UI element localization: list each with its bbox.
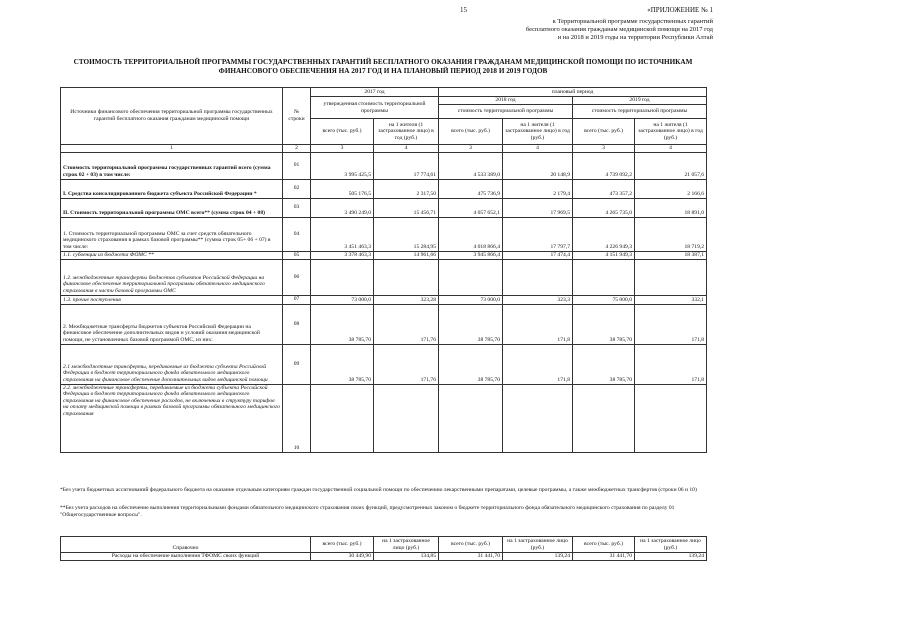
column-number: 4 (503, 145, 573, 153)
header-total: всего (тыс. руб.) (573, 537, 635, 553)
cell-value (573, 384, 635, 452)
row-number: 03 (283, 198, 311, 217)
table-row (61, 304, 707, 344)
table-row (61, 198, 707, 217)
cell-value: 473 357,2 (573, 179, 635, 198)
footnote-1: *Без учета бюджетных ассигнований федерального бюджета на оказание отдельным категориям граждан государственной социальной помощи по обеспечению лекарственными препаратами, целевые программы, а также межбюджетных трансфертов (строки 06 и 10) (60, 487, 697, 493)
reference-table (60, 536, 707, 561)
footnote-2: **Без учета расходов на обеспечение выполнения территориальными фондами обязательного медицинского страхования своих функций, предусмотренных законом о бюджете территориального фонда обязательного медицинского страхования по разделу 01 "Общегосударственные вопросы". (60, 505, 675, 518)
appendix-label: «ПРИЛОЖЕНИЕ № 1 (647, 6, 713, 14)
table-row (61, 344, 707, 384)
header-cost-2019: стоимость территориальной программы (573, 105, 707, 119)
cell-value: 3 945 866,4 (439, 251, 503, 259)
row-label: II. Стоимость территориальной программы ОМС всего** (сумма строк 04 + 08) (61, 198, 283, 217)
cell-value: 18 387,1 (635, 251, 707, 259)
cell-value: 38 785,70 (311, 304, 374, 344)
table-row (61, 152, 707, 179)
header-per-capita: на 1 жителя (1 застрахованное лицо) в год (руб.) (374, 119, 439, 145)
cell-value: 17 969,5 (503, 198, 573, 217)
cell-value: 323,28 (374, 295, 439, 304)
table-row (61, 259, 707, 295)
cell-value: 38 785,70 (311, 344, 374, 384)
page-number: 15 (460, 6, 467, 14)
cell-value (311, 384, 374, 452)
cell-value: 3 451 463,3 (311, 217, 374, 251)
table-row (61, 179, 707, 198)
header-per-insured: на 1 застрахованное лицо (руб.) (635, 537, 707, 553)
header-per-insured: на 1 застрахованное лицо (руб.) (374, 537, 439, 553)
cell-value: 15 284,95 (374, 217, 439, 251)
cell-value: 323,3 (503, 295, 573, 304)
cell-value (374, 259, 439, 295)
header-total: всего (тыс. руб.) (311, 119, 374, 145)
row-label: I. Средства консолидированного бюджета субъекта Российской Федерации * (61, 179, 283, 198)
table-row (61, 217, 707, 251)
row-number: 10 (283, 384, 311, 452)
cell-value (635, 259, 707, 295)
cell-value: 21 057,6 (635, 152, 707, 179)
cell-value: 38 785,70 (573, 304, 635, 344)
row-number: 02 (283, 179, 311, 198)
header-per-capita: на 1 жителя (1 застрахованное лицо) в год (руб.) (503, 119, 573, 145)
header-approved-cost: утвержденная стоимость территориальной программы (311, 97, 439, 119)
cell-value: 17 774,61 (374, 152, 439, 179)
header-block (453, 18, 713, 42)
row-number: 06 (283, 259, 311, 295)
cell-value: 505 176,5 (311, 179, 374, 198)
cell-value: 75 000,0 (573, 295, 635, 304)
row-label: 1.2. межбюджетные трансферты бюджетов субъектов Российской Федерации на финансовое обеспечение территориальной программы обязательного медицинского страхования в части базовой программы ОМС (61, 259, 283, 295)
header-2018: 2018 год (439, 97, 573, 105)
cell-value: 3 490 249,0 (311, 198, 374, 217)
header-2017: 2017 год (311, 88, 439, 97)
cell-value: 171,8 (503, 304, 573, 344)
cell-value: 14 961,66 (374, 251, 439, 259)
row-number: 05 (283, 251, 311, 259)
cell-value: 332,1 (635, 295, 707, 304)
cost-table (60, 87, 707, 453)
cell-value: 134,85 (374, 553, 439, 561)
header-source: Источники финансового обеспечения территориальной программы государственных гарантий бесплатного оказания гражданам медицинской помощи (61, 88, 283, 145)
header-per-capita: на 1 жителя (1 застрахованное лицо) в год (руб.) (635, 119, 707, 145)
cell-value: 18 891,0 (635, 198, 707, 217)
column-number: 1 (61, 145, 283, 153)
row-label: 1. Стоимость территориальной программы ОМС за счет средств обязательного медицинского страхования в рамках базовой программы** (сумма строк 05+ 06 + 07) в том числе: (61, 217, 283, 251)
header-row-number: № строки (283, 88, 311, 145)
cell-value (635, 384, 707, 452)
cell-value: 31 441,70 (573, 553, 635, 561)
column-number: 4 (635, 145, 707, 153)
table-row (61, 251, 707, 259)
cell-value: 4 151 949,3 (573, 251, 635, 259)
cell-value: 139,24 (503, 553, 573, 561)
cell-value: 4 226 949,3 (573, 217, 635, 251)
header-plan-period: плановый период (439, 88, 707, 97)
cell-value: 20 148,9 (503, 152, 573, 179)
header-cost-2018: стоимость территориальной программы (439, 105, 573, 119)
cell-value (439, 259, 503, 295)
header-line: к Территориальной программе государственных гарантий (552, 18, 713, 25)
cell-value: 38 785,70 (439, 344, 503, 384)
header-line: и на 2018 и 2019 годы на территории Республики Алтай (557, 34, 713, 41)
cell-value: 18 719,2 (635, 217, 707, 251)
header-2019: 2019 год (573, 97, 707, 105)
header-total: всего (тыс. руб.) (311, 537, 374, 553)
row-label: 2. Межбюджетные трансферты бюджетов субъектов Российской Федерации на финансовое обеспечение дополнительных видов и условий оказания медицинской помощи, не установленных базовой программой ОМС, из них: (61, 304, 283, 344)
row-label: Стоимость территориальной программы государственных гарантий всего (сумма строк 02 + 03) в том числе: (61, 152, 283, 179)
header-line: бесплатного оказания гражданам медицинской помощи на 2017 год (525, 26, 713, 33)
column-number: 2 (283, 145, 311, 153)
cell-value: 38 785,70 (573, 344, 635, 384)
cell-value: 4 533 389,0 (439, 152, 503, 179)
header-total: всего (тыс. руб.) (439, 537, 503, 553)
row-number: 07 (283, 295, 311, 304)
row-label: 2.2. межбюджетные трансферты, передаваемые из бюджета субъекта Российской Федерации в бюджет территориального фонда обязательного медицинского страхования на финансовое обеспечение расходов, не включенных в структуру тарифов на оплату медицинской помощи в рамках базовой программы обязательного медицинского страхования (61, 384, 283, 452)
column-number: 3 (439, 145, 503, 153)
table-row (61, 553, 707, 561)
cell-value: 30 449,90 (311, 553, 374, 561)
cell-value: 73 000,0 (439, 295, 503, 304)
cell-value: 2 317,50 (374, 179, 439, 198)
cell-value: 17 797,7 (503, 217, 573, 251)
cell-value: 15 456,71 (374, 198, 439, 217)
row-number: 09 (283, 344, 311, 384)
cell-value: 139,24 (635, 553, 707, 561)
cell-value: 38 785,70 (439, 304, 503, 344)
cell-value (573, 259, 635, 295)
header-per-insured: на 1 застрахованное лицо (руб.) (503, 537, 573, 553)
cell-value: 2 166,6 (635, 179, 707, 198)
cell-value: 171,76 (374, 344, 439, 384)
cell-value: 4 739 092,2 (573, 152, 635, 179)
row-number: 04 (283, 217, 311, 251)
cell-value (503, 384, 573, 452)
row-label: 1.1. субвенции из бюджета ФОМС ** (61, 251, 283, 259)
header-total: всего (тыс. руб.) (439, 119, 503, 145)
cell-value: 171,76 (374, 304, 439, 344)
cell-value: 4 018 866,4 (439, 217, 503, 251)
cell-value: 3 995 425,5 (311, 152, 374, 179)
row-label: Расходы на обеспечение выполнения ТФОМС своих функций (61, 553, 311, 561)
table-row (61, 384, 707, 452)
row-label: 2.1 межбюджетные трансферты, передаваемые из бюджета субъекта Российской Федерации в бюджет территориального фонда обязательного медицинского страхования на финансовое обеспечение дополнительных видов медицинской помощи (61, 344, 283, 384)
cell-value: 4 057 652,1 (439, 198, 503, 217)
cell-value (503, 259, 573, 295)
row-label: 1.3. прочие поступления (61, 295, 283, 304)
cell-value (311, 259, 374, 295)
cell-value: 73 000,0 (311, 295, 374, 304)
cell-value: 31 441,70 (439, 553, 503, 561)
cell-value: 171,8 (503, 344, 573, 384)
cell-value: 2 179,4 (503, 179, 573, 198)
cell-value (374, 384, 439, 452)
row-number: 01 (283, 152, 311, 179)
column-number: 4 (374, 145, 439, 153)
cell-value: 3 378 463,3 (311, 251, 374, 259)
cell-value: 17 474,4 (503, 251, 573, 259)
column-number: 3 (311, 145, 374, 153)
header-reference: Справочно (61, 537, 311, 553)
document-title: СТОИМОСТЬ ТЕРРИТОРИАЛЬНОЙ ПРОГРАММЫ ГОСУДАРСТВЕННЫХ ГАРАНТИЙ БЕСПЛАТНОГО ОКАЗАНИЯ ГРАЖДАНАМ МЕДИЦИНСКОЙ ПОМОЩИ ПО ИСТОЧНИКАМ ФИНАНСОВОГО ОБЕСПЕЧЕНИЯ НА 2017 ГОД И НА ПЛАНОВЫЙ ПЕРИОД 2018 И 2019 ГОДОВ (73, 58, 693, 75)
header-total: всего (тыс. руб.) (573, 119, 635, 145)
cell-value: 475 736,9 (439, 179, 503, 198)
cell-value: 171,8 (635, 344, 707, 384)
row-number: 08 (283, 304, 311, 344)
cell-value: 171,8 (635, 304, 707, 344)
column-number: 3 (573, 145, 635, 153)
cell-value: 4 265 735,0 (573, 198, 635, 217)
cell-value (439, 384, 503, 452)
table-row (61, 295, 707, 304)
